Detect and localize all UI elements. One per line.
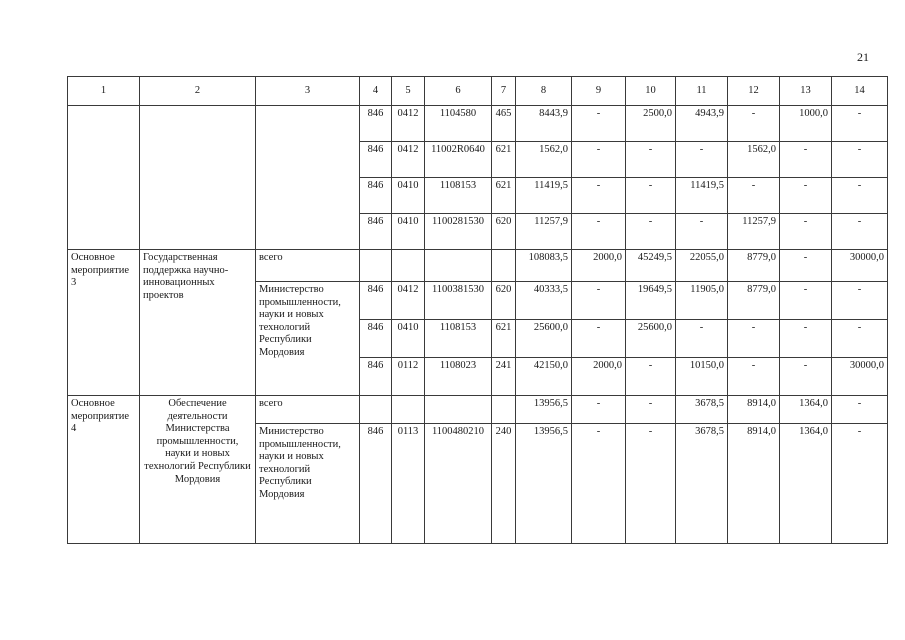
total-value: 1364,0: [780, 396, 832, 424]
table-cell: 30000,0: [832, 358, 888, 396]
table-cell: -: [676, 214, 728, 250]
table-cell: 4943,9: [676, 106, 728, 142]
table-cell: 1104580: [425, 106, 492, 142]
table-cell: -: [832, 424, 888, 544]
table-cell: 8914,0: [728, 424, 780, 544]
table-cell: -: [780, 320, 832, 358]
table-cell: 42150,0: [516, 358, 572, 396]
table-cell: -: [572, 320, 626, 358]
table-cell: -: [780, 282, 832, 320]
table-cell: 621: [492, 320, 516, 358]
table-cell: -: [626, 142, 676, 178]
total-label: всего: [256, 396, 360, 424]
table-cell: 40333,5: [516, 282, 572, 320]
table-cell: -: [780, 142, 832, 178]
header-cell: 1: [68, 77, 140, 106]
header-cell: 9: [572, 77, 626, 106]
table-cell: 1100381530: [425, 282, 492, 320]
empty-cell: [360, 396, 392, 424]
table-cell: 846: [360, 106, 392, 142]
table-cell: 240: [492, 424, 516, 544]
table-cell: 11419,5: [516, 178, 572, 214]
activity-label: Основное мероприятие 4: [68, 396, 140, 544]
total-label: всего: [256, 250, 360, 282]
table-cell: 846: [360, 320, 392, 358]
table-cell: 0410: [392, 320, 425, 358]
table-cell: 2000,0: [572, 358, 626, 396]
table-cell: 1100480210: [425, 424, 492, 544]
table-cell: 0410: [392, 214, 425, 250]
table-cell: 11257,9: [728, 214, 780, 250]
table-cell: -: [626, 178, 676, 214]
empty-cell: [140, 106, 256, 250]
table-cell: -: [780, 214, 832, 250]
table-cell: 0112: [392, 358, 425, 396]
table-cell: 11419,5: [676, 178, 728, 214]
empty-cell: [392, 250, 425, 282]
table-cell: 846: [360, 424, 392, 544]
header-cell: 5: [392, 77, 425, 106]
header-cell: 8: [516, 77, 572, 106]
total-value: 2000,0: [572, 250, 626, 282]
table-cell: 846: [360, 282, 392, 320]
table-cell: -: [676, 142, 728, 178]
table-cell: -: [832, 214, 888, 250]
table-cell: 8443,9: [516, 106, 572, 142]
empty-cell: [360, 250, 392, 282]
activity-name: Государственная поддержка научно-инновационных проектов: [140, 250, 256, 396]
executor-name: Министерство промышленности, науки и новых технологий Республики Мордовия: [256, 424, 360, 544]
total-value: 22055,0: [676, 250, 728, 282]
table-cell: 13956,5: [516, 424, 572, 544]
header-row: [68, 77, 888, 106]
total-value: -: [780, 250, 832, 282]
table-cell: 465: [492, 106, 516, 142]
empty-cell: [492, 396, 516, 424]
table-cell: 846: [360, 358, 392, 396]
table-cell: -: [572, 142, 626, 178]
table-cell: -: [780, 178, 832, 214]
table-cell: -: [832, 142, 888, 178]
header-cell: 7: [492, 77, 516, 106]
total-value: -: [572, 396, 626, 424]
table-cell: 25600,0: [516, 320, 572, 358]
table-cell: 846: [360, 142, 392, 178]
total-value: 8779,0: [728, 250, 780, 282]
budget-table: [67, 76, 888, 544]
table-cell: -: [832, 178, 888, 214]
table-cell: -: [780, 358, 832, 396]
total-value: 3678,5: [676, 396, 728, 424]
total-value: 8914,0: [728, 396, 780, 424]
header-cell: 14: [832, 77, 888, 106]
table-cell: 846: [360, 214, 392, 250]
header-cell: 4: [360, 77, 392, 106]
total-value: 108083,5: [516, 250, 572, 282]
table-cell: 620: [492, 214, 516, 250]
table-row: [68, 396, 888, 424]
table-cell: 1108153: [425, 320, 492, 358]
header-cell: 11: [676, 77, 728, 106]
total-value: -: [626, 396, 676, 424]
activity-name: Обеспечение деятельности Министерства промышленности, науки и новых технологий Республики Мордовия: [140, 396, 256, 544]
empty-cell: [392, 396, 425, 424]
table-cell: 19649,5: [626, 282, 676, 320]
empty-cell: [492, 250, 516, 282]
table-cell: 1108023: [425, 358, 492, 396]
table-cell: 0410: [392, 178, 425, 214]
table-cell: -: [572, 178, 626, 214]
table-cell: -: [626, 358, 676, 396]
empty-cell: [425, 250, 492, 282]
empty-cell: [256, 106, 360, 250]
table-row: [68, 250, 888, 282]
table-cell: 620: [492, 282, 516, 320]
table-cell: 0412: [392, 142, 425, 178]
header-cell: 3: [256, 77, 360, 106]
header-cell: 12: [728, 77, 780, 106]
table-cell: -: [572, 106, 626, 142]
table-cell: 10150,0: [676, 358, 728, 396]
table-row: [68, 106, 888, 142]
table-cell: 621: [492, 178, 516, 214]
empty-cell: [425, 396, 492, 424]
table-cell: -: [572, 424, 626, 544]
table-cell: -: [832, 106, 888, 142]
table-cell: 1364,0: [780, 424, 832, 544]
activity-label: Основное мероприятие 3: [68, 250, 140, 396]
executor-name: Министерство промышленности, науки и новых технологий Республики Мордовия: [256, 282, 360, 396]
table-cell: 621: [492, 142, 516, 178]
table-cell: -: [728, 106, 780, 142]
table-cell: -: [728, 178, 780, 214]
table-cell: 8779,0: [728, 282, 780, 320]
table-cell: -: [728, 358, 780, 396]
table-cell: 1562,0: [516, 142, 572, 178]
table-cell: 1000,0: [780, 106, 832, 142]
header-cell: 13: [780, 77, 832, 106]
table-body: [68, 77, 888, 544]
header-cell: 10: [626, 77, 676, 106]
total-value: 13956,5: [516, 396, 572, 424]
table-cell: 0113: [392, 424, 425, 544]
header-cell: 2: [140, 77, 256, 106]
table-cell: -: [626, 214, 676, 250]
table-cell: -: [832, 320, 888, 358]
empty-cell: [68, 106, 140, 250]
table-cell: 1108153: [425, 178, 492, 214]
table-cell: 2500,0: [626, 106, 676, 142]
table-cell: 0412: [392, 106, 425, 142]
table-cell: 241: [492, 358, 516, 396]
table-cell: 3678,5: [676, 424, 728, 544]
total-value: -: [832, 396, 888, 424]
table-cell: 1562,0: [728, 142, 780, 178]
total-value: 45249,5: [626, 250, 676, 282]
table-cell: 11905,0: [676, 282, 728, 320]
table-cell: -: [572, 214, 626, 250]
page-number: 21: [857, 50, 869, 64]
table-cell: 11257,9: [516, 214, 572, 250]
total-value: 30000,0: [832, 250, 888, 282]
table-cell: 846: [360, 178, 392, 214]
table-cell: -: [832, 282, 888, 320]
header-cell: 6: [425, 77, 492, 106]
table-cell: 1100281530: [425, 214, 492, 250]
table-cell: -: [572, 282, 626, 320]
table-cell: 11002R0640: [425, 142, 492, 178]
table-cell: -: [626, 424, 676, 544]
table-cell: 0412: [392, 282, 425, 320]
table-cell: -: [728, 320, 780, 358]
table-cell: 25600,0: [626, 320, 676, 358]
table-cell: -: [676, 320, 728, 358]
